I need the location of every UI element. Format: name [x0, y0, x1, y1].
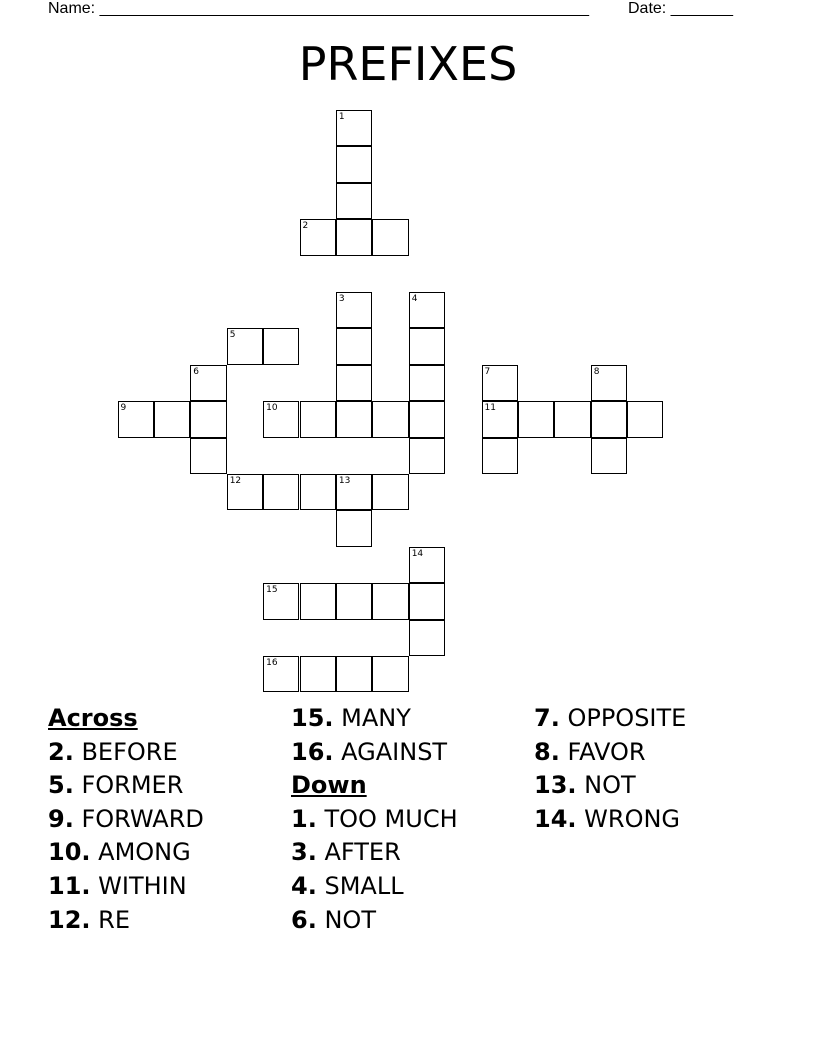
- grid-cell[interactable]: [336, 219, 372, 255]
- clue-item: [291, 904, 458, 938]
- clue-number: 10.: [48, 838, 91, 867]
- grid-cell[interactable]: [263, 474, 299, 510]
- clue-number: 3.: [291, 838, 317, 867]
- clue-column-2: [291, 702, 458, 937]
- grid-cell[interactable]: [263, 401, 299, 437]
- grid-cell[interactable]: [263, 656, 299, 692]
- clue-text: MANY: [341, 704, 411, 732]
- clue-heading-label: Down: [291, 771, 367, 800]
- grid-cell[interactable]: [372, 583, 408, 619]
- grid-cell[interactable]: [154, 401, 190, 437]
- grid-cell[interactable]: [409, 365, 445, 401]
- clue-text: NOT: [324, 905, 376, 934]
- cell-number: 10: [266, 403, 278, 414]
- clue-text: AGAINST: [341, 737, 448, 766]
- grid-cell[interactable]: [409, 292, 445, 328]
- clue-item: [534, 736, 686, 770]
- grid-cell[interactable]: [190, 438, 226, 474]
- cell-number: 9: [120, 403, 127, 414]
- grid-cell[interactable]: [372, 219, 408, 255]
- clue-text: AMONG: [98, 838, 191, 867]
- grid-cell[interactable]: [227, 328, 263, 364]
- cell-number: 6: [193, 366, 200, 377]
- clue-number: 7.: [534, 704, 560, 732]
- grid-cell[interactable]: [409, 438, 445, 474]
- clue-number: 12.: [48, 905, 91, 934]
- name-field: Name: _______________________________________________________: [48, 0, 589, 17]
- clue-number: 15.: [291, 704, 334, 732]
- grid-cell[interactable]: [482, 438, 518, 474]
- cell-number: 13: [338, 476, 351, 486]
- grid-cell[interactable]: [409, 401, 445, 437]
- grid-cell[interactable]: [409, 547, 445, 583]
- grid-cell[interactable]: [300, 583, 336, 619]
- clue-number: 14.: [534, 804, 577, 833]
- date-field: Date: _______: [628, 0, 733, 17]
- grid-cell[interactable]: [591, 365, 627, 401]
- clue-number: 2.: [48, 737, 74, 766]
- cell-number: 11: [484, 403, 496, 414]
- grid-cell[interactable]: [336, 110, 372, 146]
- clue-number: 8.: [534, 737, 560, 766]
- clue-item: [48, 904, 204, 938]
- grid-cell[interactable]: [336, 146, 372, 182]
- grid-cell[interactable]: [190, 365, 226, 401]
- clue-number: 9.: [48, 804, 74, 833]
- grid-cell[interactable]: [227, 474, 263, 510]
- cell-number: 1: [338, 112, 345, 122]
- grid-cell[interactable]: [554, 401, 590, 437]
- clue-number: 6.: [291, 905, 317, 934]
- clue-column-1: [48, 702, 204, 937]
- clue-text: RE: [98, 905, 130, 934]
- clue-item: [48, 736, 204, 770]
- cell-number: 15: [266, 585, 278, 596]
- clue-item: [291, 836, 458, 870]
- grid-cell[interactable]: [372, 474, 408, 510]
- cell-number: 8: [593, 366, 600, 377]
- grid-cell[interactable]: [591, 438, 627, 474]
- grid-cell[interactable]: [336, 365, 372, 401]
- grid-cell[interactable]: [409, 583, 445, 619]
- grid-cell[interactable]: [482, 365, 518, 401]
- cell-number: 14: [411, 548, 424, 559]
- clue-text: FORWARD: [81, 804, 204, 833]
- grid-cell[interactable]: [336, 401, 372, 437]
- grid-cell[interactable]: [482, 401, 518, 437]
- cell-number: 16: [266, 658, 278, 668]
- clue-text: NOT: [584, 771, 636, 800]
- grid-cell[interactable]: [591, 401, 627, 437]
- clue-item: [291, 736, 458, 770]
- clue-item: [48, 836, 204, 870]
- clue-item: [291, 702, 458, 736]
- clue-item: [534, 702, 686, 736]
- clue-item: [48, 803, 204, 837]
- clue-item: [48, 769, 204, 803]
- grid-cell[interactable]: [409, 328, 445, 364]
- clue-column-3: [534, 702, 686, 836]
- grid-cell[interactable]: [263, 328, 299, 364]
- clue-heading: [291, 769, 458, 803]
- clue-text: BEFORE: [81, 737, 178, 766]
- cell-number: 4: [411, 294, 418, 304]
- cell-number: 3: [338, 294, 345, 304]
- clue-text: SMALL: [324, 871, 404, 900]
- grid-cell[interactable]: [118, 401, 154, 437]
- clue-number: 5.: [48, 771, 74, 800]
- cell-number: 7: [484, 366, 491, 377]
- cell-number: 5: [229, 330, 236, 341]
- grid-cell[interactable]: [263, 583, 299, 619]
- clue-number: 13.: [534, 771, 577, 800]
- grid-cell[interactable]: [336, 474, 372, 510]
- clue-item: [534, 803, 686, 837]
- grid-cell[interactable]: [627, 401, 663, 437]
- grid-cell[interactable]: [300, 656, 336, 692]
- clue-text: OPPOSITE: [567, 704, 687, 732]
- grid-cell[interactable]: [190, 401, 226, 437]
- clue-number: 16.: [291, 737, 334, 766]
- clue-number: 11.: [48, 871, 91, 900]
- grid-cell[interactable]: [336, 328, 372, 364]
- clue-text: WITHIN: [98, 871, 187, 900]
- grid-cell[interactable]: [372, 401, 408, 437]
- grid-cell[interactable]: [300, 474, 336, 510]
- clue-text: FAVOR: [567, 737, 646, 766]
- clue-item: [48, 870, 204, 904]
- grid-cell[interactable]: [336, 183, 372, 219]
- grid-cell[interactable]: [336, 292, 372, 328]
- cell-number: 2: [302, 221, 309, 232]
- page-title: PREFIXES: [298, 37, 518, 91]
- clue-heading-label: Across: [48, 704, 138, 732]
- grid-cell[interactable]: [336, 510, 372, 546]
- clue-item: [291, 870, 458, 904]
- clue-number: 4.: [291, 871, 317, 900]
- grid-cell[interactable]: [372, 656, 408, 692]
- grid-cell[interactable]: [300, 219, 336, 255]
- clue-item: [534, 769, 686, 803]
- grid-cell[interactable]: [409, 620, 445, 656]
- clue-text: WRONG: [584, 804, 681, 833]
- clue-heading: [48, 702, 204, 736]
- grid-cell[interactable]: [518, 401, 554, 437]
- grid-cell[interactable]: [300, 401, 336, 437]
- grid-cell[interactable]: [336, 656, 372, 692]
- clue-text: TOO MUCH: [324, 804, 458, 833]
- clue-number: 1.: [291, 804, 317, 833]
- clue-item: [291, 803, 458, 837]
- clue-text: FORMER: [81, 771, 184, 800]
- cell-number: 12: [229, 476, 242, 486]
- grid-cell[interactable]: [336, 583, 372, 619]
- clue-text: AFTER: [324, 838, 401, 867]
